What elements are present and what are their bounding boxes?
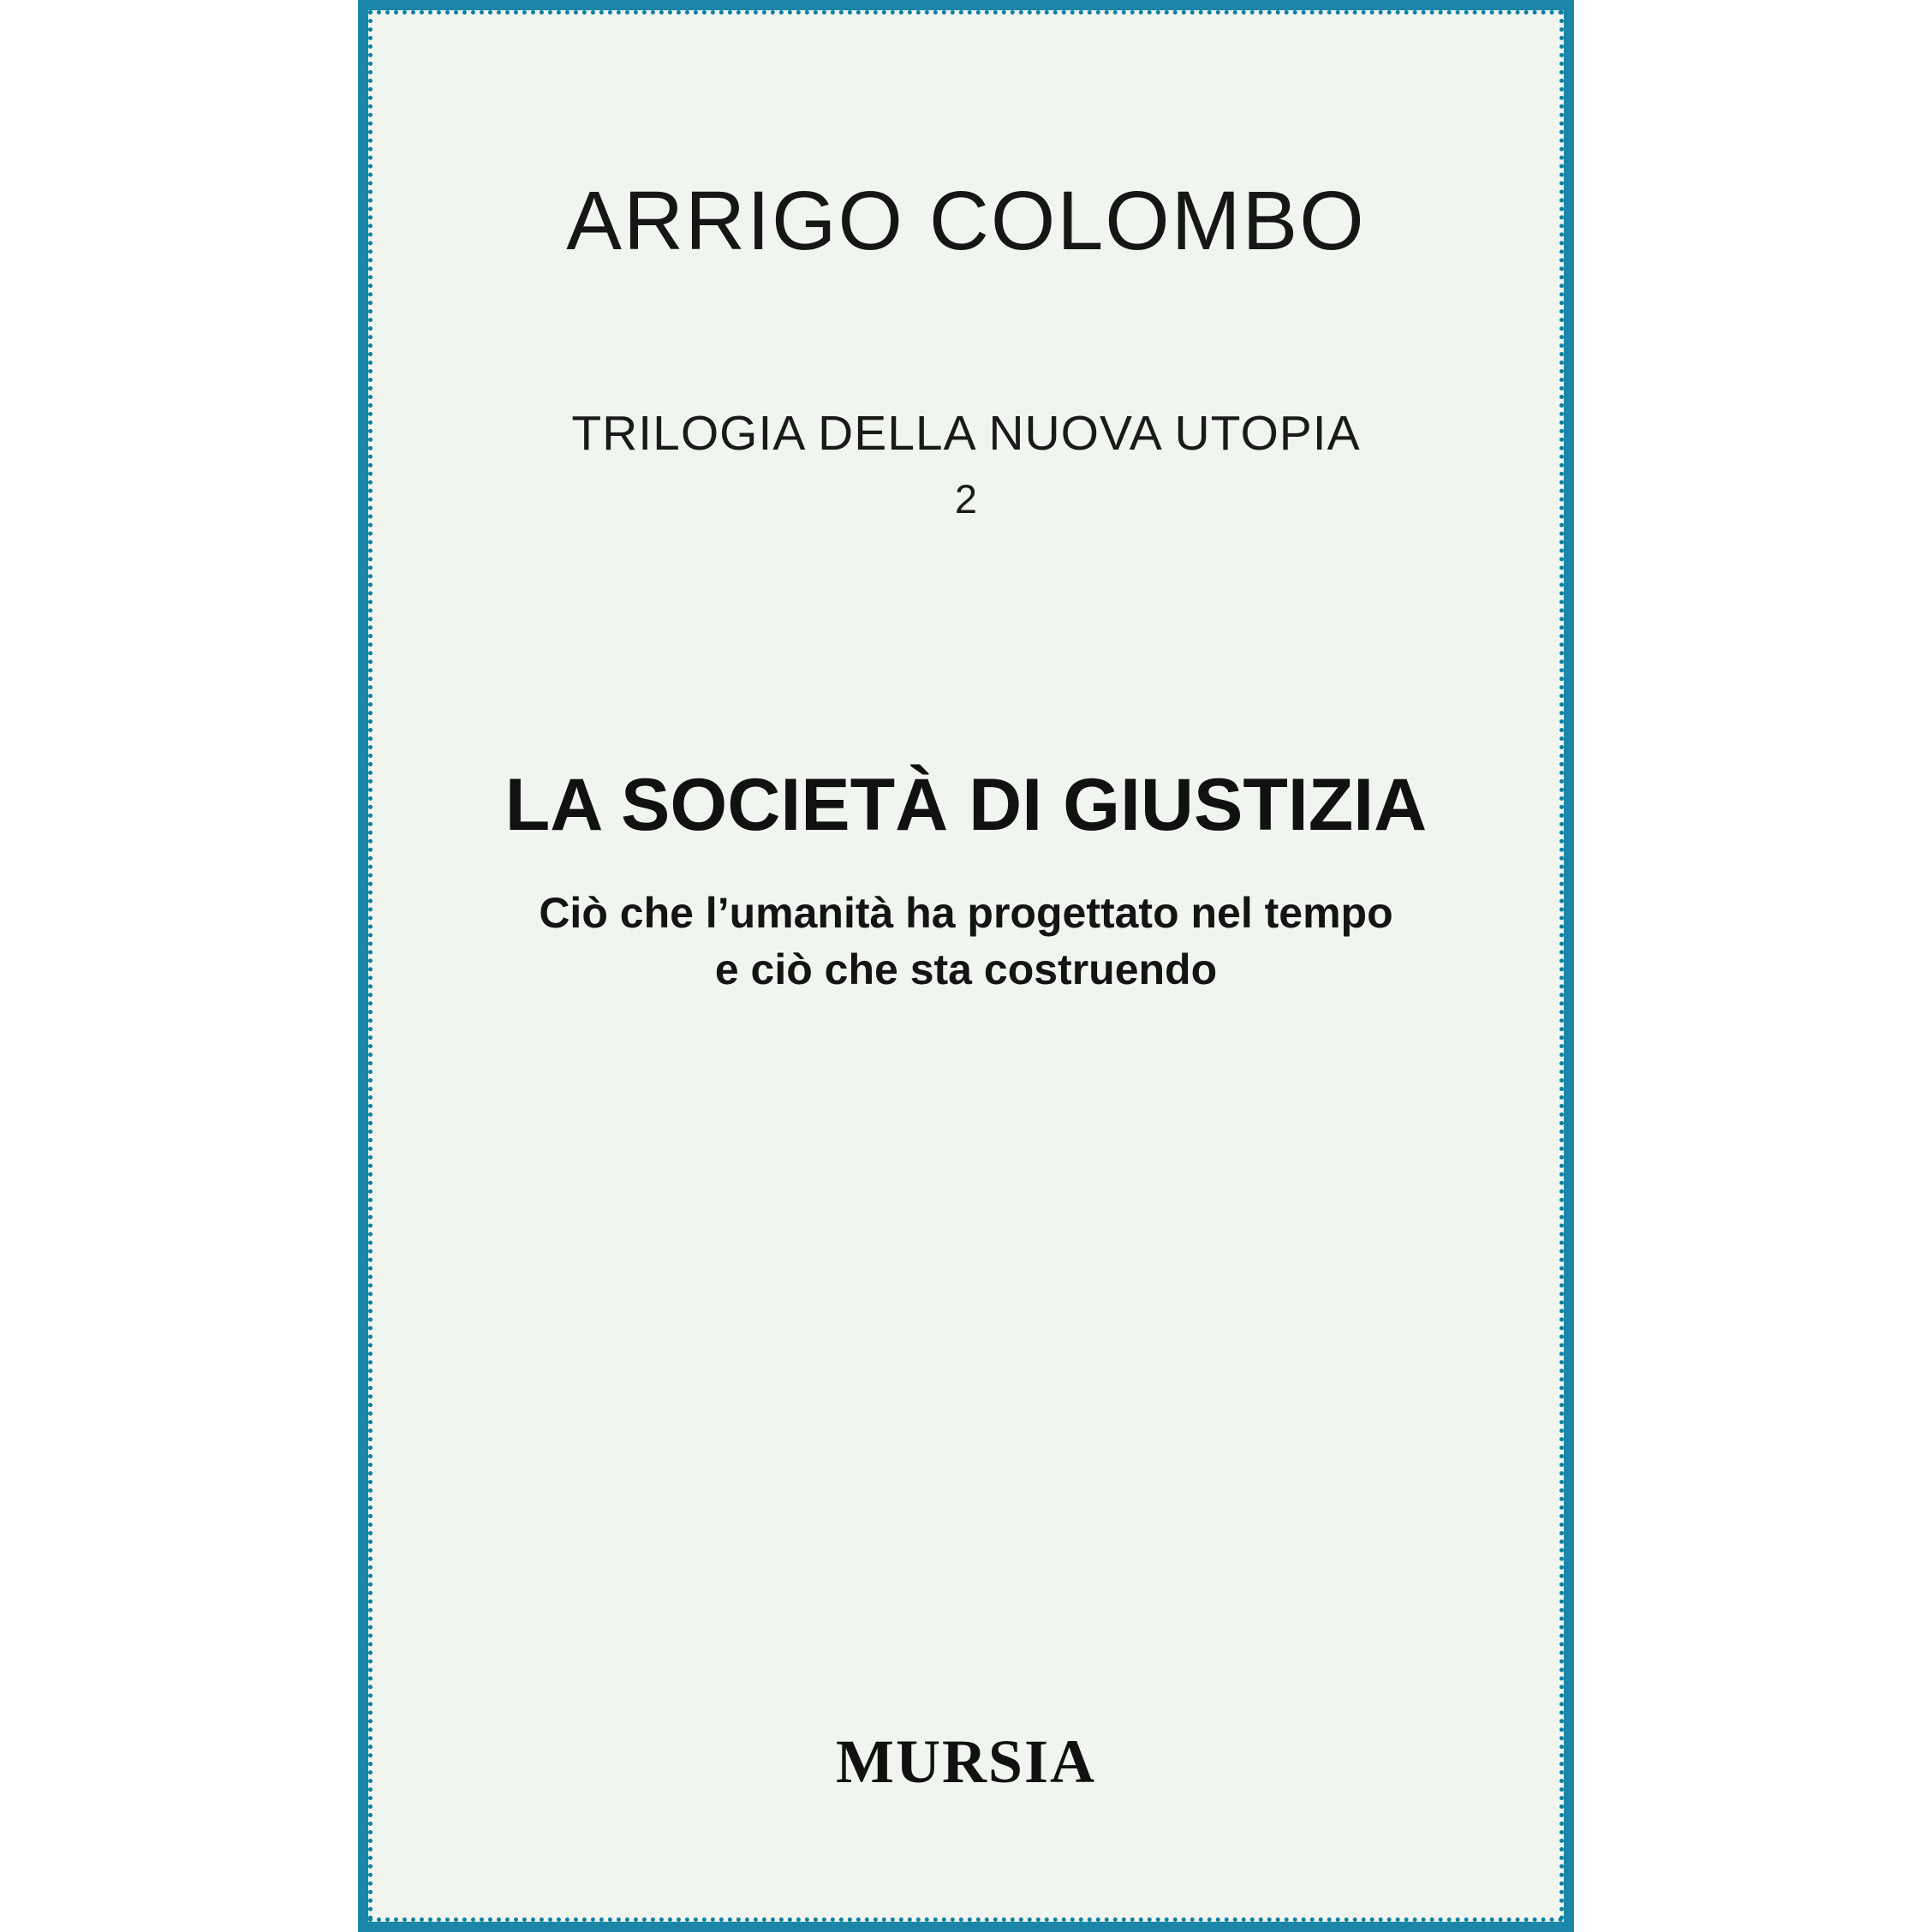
book-cover bbox=[358, 0, 1574, 1932]
book-subtitle-line-1: Ciò che l’umanità ha progettato nel tempo bbox=[539, 889, 1393, 938]
book-subtitle-line-2: e ciò che sta costruendo bbox=[714, 945, 1218, 994]
book-subtitle bbox=[539, 885, 1392, 998]
publisher-logo: MURSIA bbox=[835, 1727, 1096, 1796]
series-number: 2 bbox=[954, 475, 978, 522]
author-name: ARRIGO COLOMBO bbox=[566, 174, 1366, 267]
book-title: LA SOCIETÀ DI GIUSTIZIA bbox=[504, 763, 1428, 846]
cover-content bbox=[377, 19, 1555, 1913]
cover-paper bbox=[377, 19, 1555, 1913]
series-title: TRILOGIA DELLA NUOVA UTOPIA bbox=[571, 405, 1361, 461]
